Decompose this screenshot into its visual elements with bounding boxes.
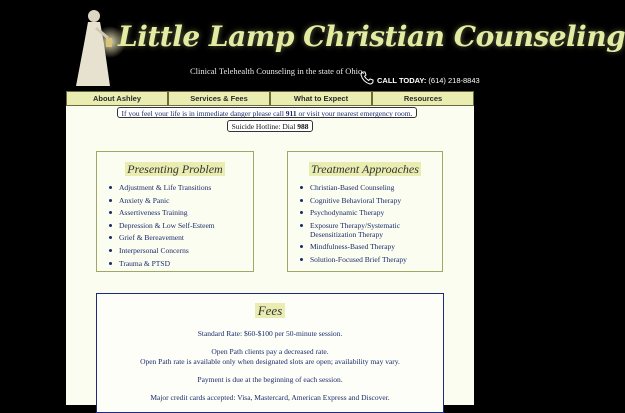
hotline-number: 988 bbox=[297, 122, 309, 131]
hotline-label: Suicide Hotline: Dial bbox=[231, 122, 296, 131]
alert-text-post: or visit your nearest emergency room. bbox=[298, 109, 413, 118]
list-item: Interpersonal Concerns bbox=[109, 246, 215, 255]
nav-what-to-expect[interactable]: What to Expect bbox=[270, 91, 372, 106]
list-item: Trauma & PTSD bbox=[109, 259, 215, 268]
fees-cards-accepted: Major credit cards accepted: Visa, Mastercard, American Express and Discover. bbox=[150, 393, 390, 402]
treatment-approaches-list bbox=[300, 183, 440, 268]
suicide-hotline bbox=[227, 120, 313, 132]
emergency-alert bbox=[117, 107, 417, 118]
presenting-problem-panel bbox=[96, 151, 254, 272]
phone-label: CALL TODAY: bbox=[377, 76, 427, 85]
phone-cta[interactable] bbox=[377, 76, 480, 85]
fees-standard-rate: Standard Rate: $60-$100 per 50-minute session. bbox=[197, 329, 343, 338]
phone-icon bbox=[360, 71, 374, 85]
main-nav bbox=[66, 91, 474, 106]
list-item: Cognitive Behavioral Therapy bbox=[300, 196, 440, 205]
nav-services-fees[interactable]: Services & Fees bbox=[168, 91, 270, 106]
treatment-approaches-heading: Treatment Approaches bbox=[311, 162, 419, 176]
fees-open-path-1: Open Path clients pay a decreased rate. bbox=[211, 347, 329, 356]
list-item: Mindfulness-Based Therapy bbox=[300, 242, 440, 251]
phone-number[interactable]: (614) 218-8843 bbox=[428, 76, 480, 85]
list-item: Adjustment & Life Transitions bbox=[109, 183, 215, 192]
presenting-problem-list bbox=[109, 183, 215, 271]
list-item: Solution-Focused Brief Therapy bbox=[300, 255, 440, 264]
list-item: Depression & Low Self-Esteem bbox=[109, 221, 215, 230]
site-subtitle: Clinical Telehealth Counseling in the state of Ohio. bbox=[190, 66, 365, 76]
list-item: Anxiety & Panic bbox=[109, 196, 215, 205]
list-item: Assertiveness Training bbox=[109, 208, 215, 217]
list-item: Christian-Based Counseling bbox=[300, 183, 440, 192]
site-title[interactable]: Little Lamp Christian Counseling bbox=[118, 20, 625, 53]
lady-with-lamp-logo bbox=[70, 4, 122, 88]
fees-heading: Fees bbox=[255, 303, 286, 318]
treatment-approaches-panel bbox=[287, 151, 443, 272]
presenting-problem-heading: Presenting Problem bbox=[127, 162, 223, 176]
fees-payment-due: Payment is due at the beginning of each session. bbox=[197, 375, 343, 384]
site-header bbox=[0, 0, 625, 90]
list-item: Grief & Bereavement bbox=[109, 233, 215, 242]
alert-text-pre: If you feel your life is in immediate danger please call bbox=[121, 109, 284, 118]
list-item: Psychodynamic Therapy bbox=[300, 208, 440, 217]
nav-resources[interactable]: Resources bbox=[372, 91, 474, 106]
fees-open-path-2: Open Path rate is available only when designated slots are open; availability may vary. bbox=[140, 357, 400, 366]
fees-panel bbox=[96, 293, 444, 413]
emergency-number: 911 bbox=[285, 109, 297, 118]
list-item: Exposure Therapy/Systematic Desensitization Therapy bbox=[300, 221, 440, 239]
nav-about-ashley[interactable]: About Ashley bbox=[66, 91, 168, 106]
